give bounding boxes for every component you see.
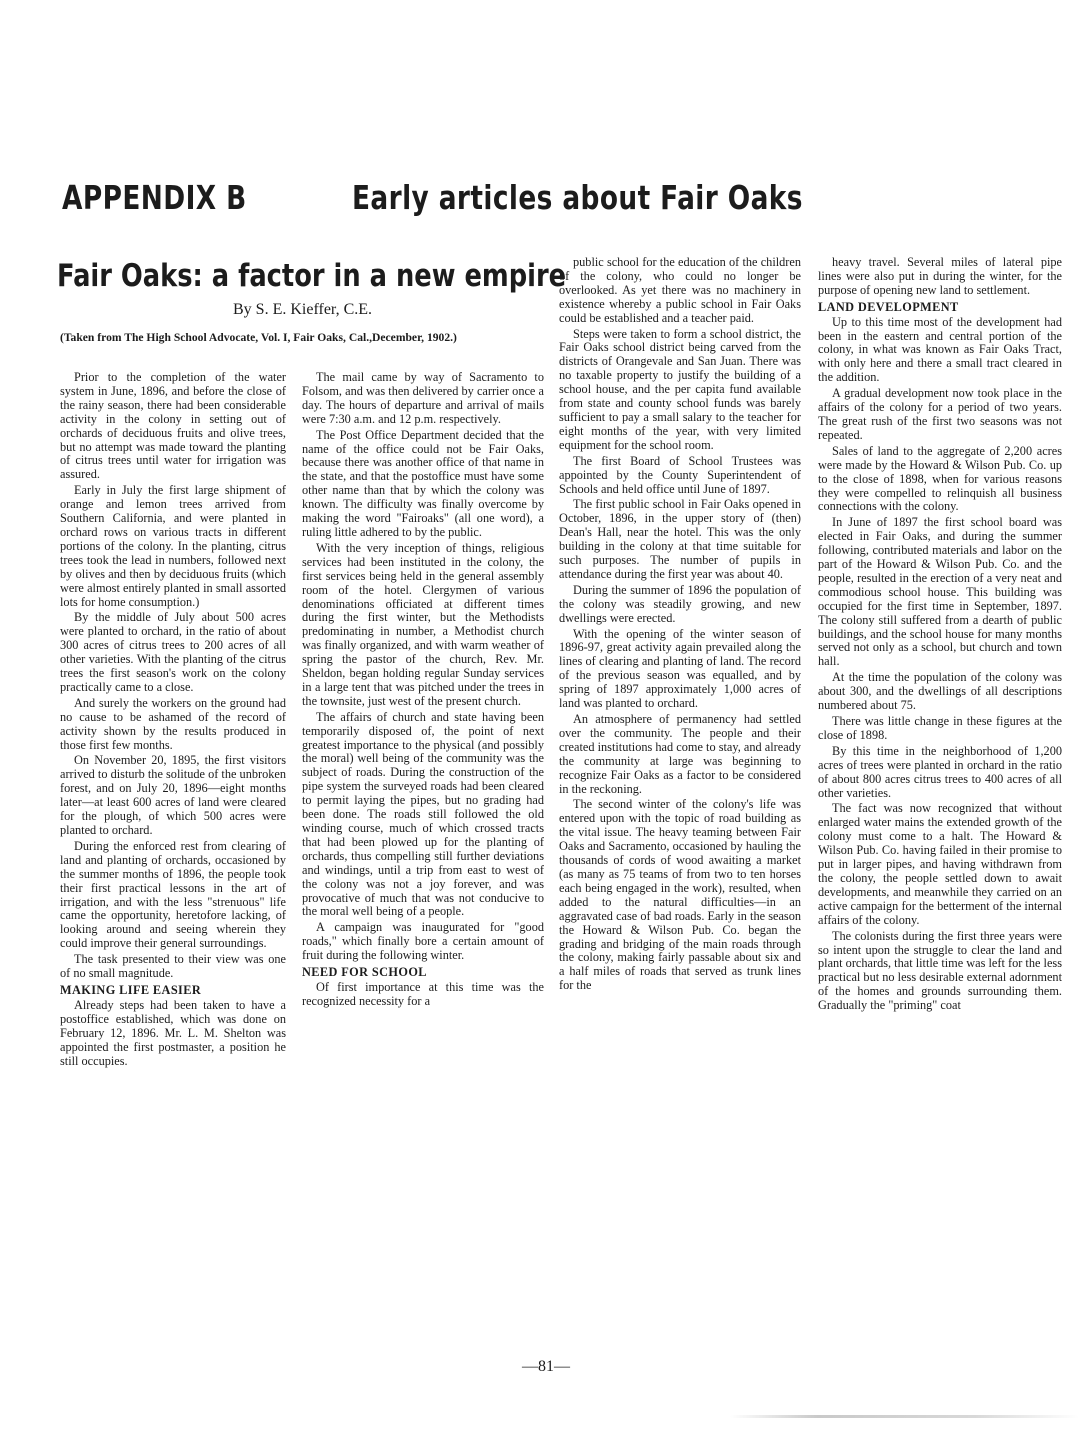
paragraph: With the very inception of things, religious services had been instituted in the colony, the first services being held in the general assembly room of the hotel. Clergymen of various denominations officiated at different times during the first winter, but the Methodists predominating in number, a Methodist church was finally organized, and with warm weather of spring the pastor of the church, Rev. Mr. Sheldon, began holding regular Sunday services in a large tent that was pitched under the trees in the townsite, just west of the present church. — [302, 540, 544, 708]
paragraph: Early in July the first large shipment of orange and lemon trees arrived from Southern California, and were planted in orchard rows on various tracts in different portions of the colony. In the planting, citrus trees took the lead in numbers, followed next by olives and then by deciduous fruits (which were almost entirely planted in small assorted lots for home consumption.) — [60, 483, 286, 609]
paragraph: The Post Office Department decided that the name of the office could not be Fair Oaks, because there was another office of that name in the state, and that the postoffice must have some other name than that by which the colony was known. The difficulty was finally overcome by making the word "Fairoaks" (all one word), a ruling little adhered to by the public. — [302, 427, 544, 539]
paragraph: There was little change in these figures at the close of 1898. — [818, 714, 1062, 742]
paragraph: During the summer of 1896 the population of the colony was steadily growing, and new dwellings were erected. — [559, 582, 801, 625]
article-title: Fair Oaks: a factor in a new empire — [57, 258, 567, 294]
paragraph: The first public school in Fair Oaks opened in October, 1896, in the upper story of (then) Dean's Hall, near the hotel. This was the only building in the colony at that time suitable for such purposes. The number of pupils in attendance during the first year was about 40. — [559, 497, 801, 581]
text-column-1 — [60, 371, 286, 1068]
paragraph: An atmosphere of permanency had settled over the community. The people and their created institutions had come to stay, and already the community at large was beginning to recognize Fair Oaks as a factor to be considered in the reckoning. — [559, 712, 801, 796]
text-column-2 — [302, 371, 544, 1009]
paragraph: At the time the population of the colony was about 300, and the dwellings of all descriptions numbered about 75. — [818, 670, 1062, 713]
paragraph: A campaign was inaugurated for "good roads," which finally bore a certain amount of fruit during the following winter. — [302, 920, 544, 963]
paragraph: The affairs of church and state having been temporarily disposed of, the point of next greatest importance to the physical (and possibly the moral) well being of the community was the subject of roads. During the construction of the pipe system the surveyed roads had been cleared to permit laying the pipes, but no grading had been done. The roads still followed the old winding course, much of which crossed tracts that had been plowed up for the planting of orchards, thus compelling still further deviations and windings, until a trip from east to west of the colony was not a joy forever, and was provocative of much that was not conducive to the moral well being of a people. — [302, 709, 544, 919]
paragraph: On November 20, 1895, the first visitors arrived to disturb the solitude of the unbroken forest, and on July 20, 1896—eight months later—at least 600 acres of land were cleared for the plough, of which 500 acres were planted to orchard. — [60, 753, 286, 837]
paragraph: By the middle of July about 500 acres were planted to orchard, in the ratio of about 300 acres of citrus trees to 200 acres of all other varieties. With the planting of the citrus trees the first season's work on the colony practically came to a close. — [60, 610, 286, 694]
paragraph: A gradual development now took place in the affairs of the colony for a period of two years. The great rush of the first two seasons was not repeated. — [818, 386, 1062, 442]
paragraph: With the opening of the winter season of 1896-97, great activity again prevailed along the lines of clearing and planting of land. The record of the previous season was equalled, and by spring of 1897 approximately 1,000 acres of land was planted to orchard. — [559, 626, 801, 711]
paragraph: The fact was now recognized that without enlarged water mains the extended growth of the colony must come to a halt. The Howard & Wilson Pub. Co. having failed in their promise to put in larger pipes, and having withdrawn from the colony, the people settled down to await developments, and meanwhile they carried on an active campaign for the betterment of the internal affairs of the colony. — [818, 801, 1062, 927]
paragraph: In June of 1897 the first school board was elected in Fair Oaks, and during the summer following, contributed materials and labor on the part of the Howard & Wilson Pub. Co. and the people, resulted in the erection of a very neat and commodious school house. This building was occupied for the first time in September, 1897. The colony still suffered from a dearth of public buildings, and the school house for many months served not only as a school, but church and town hall. — [818, 515, 1062, 669]
paragraph: The mail came by way of Sacramento to Folsom, and was then delivered by carrier once a day. The hours of departure and arrival of mails were 7:30 a.m. and 12 p.m. respectively. — [302, 370, 544, 426]
paragraph: The second winter of the colony's life was entered upon with the topic of road building as the vital issue. The heavy teaming between Fair Oaks and Sacramento, occasioned by hauling the thousands of cords of wood awaiting a market (as many as 75 teams of from two to ten horses each being engaged in the work), resulted, when added to the natural difficulties—in an aggravated case of bad roads. Early in the season the Howard & Wilson Pub. Co. began the grading and bridging of the main roads through the colony, making fairly passable about six and a half miles of roads that served as trunk lines for the — [559, 797, 801, 993]
paragraph: And surely the workers on the ground had no cause to be ashamed of the record of activity shown by the results produced in those first few months. — [60, 695, 286, 752]
paragraph: The first Board of School Trustees was appointed by the County Superintendent of Schools and held office until June of 1897. — [559, 453, 801, 496]
paragraph: By this time in the neighborhood of 1,200 acres of trees were planted in orchard in the ratio of about 800 acres citrus trees to 400 acres of all other varieties. — [818, 743, 1062, 800]
paragraph: During the enforced rest from clearing of land and planting of orchards, occasioned by the summer months of 1896, the people took their first practical lessons in the art of irrigation, and with the less "strenuous" life came the opportunity, heretofore lacking, of looking around and seeing wherein they could improve their general surroundings. — [60, 838, 286, 951]
text-column-3 — [559, 256, 801, 993]
article-source-note: (Taken from The High School Advocate, Vol. I, Fair Oaks, Cal.,December, 1902.) — [60, 331, 457, 344]
article-byline: By S. E. Kieffer, C.E. — [233, 301, 373, 318]
text-column-4 — [818, 256, 1062, 1013]
section-title: Early articles about Fair Oaks — [352, 178, 803, 217]
paragraph: heavy travel. Several miles of lateral pipe lines were also put in during the winter, for the purpose of opening new land to settlement. — [818, 255, 1062, 297]
page-number: —81— — [522, 1358, 570, 1375]
paragraph: Prior to the completion of the water system in June, 1896, and before the close of the rainy season, there had been considerable activity in the colony in setting out of orchards of deciduous fruits and olive trees, but no attempt was made toward the planting of citrus trees until water for irrigation was assured. — [60, 370, 286, 482]
paragraph: Of first importance at this time was the recognized necessity for a — [302, 979, 544, 1008]
paragraph: Up to this time most of the development had been in the eastern and central portion of the colony, in what was known as Fair Oaks Tract, with only here and there a small tract cleared in the addition. — [818, 314, 1062, 385]
paragraph: The colonists during the first three years were so intent upon the struggle to clear the land and plant orchards, that little time was left for the less practical but no less desirable external adornment of the homes and grounds surrounding them. Gradually the "priming" coat — [818, 928, 1062, 1013]
appendix-label: APPENDIX B — [62, 178, 247, 217]
paragraph: public school for the education of the children of the colony, who could no longer be overlooked. As yet there was no machinery in existence whereby a public school in Fair Oaks could be established and a teacher paid. — [559, 255, 801, 325]
scan-edge-shadow — [730, 1415, 1079, 1418]
paragraph: Already steps had been taken to have a postoffice established, which was done on February 12, 1896. Mr. L. M. Shelton was appointed the first postmaster, a position he still occupies. — [60, 997, 286, 1068]
paragraph: The task presented to their view was one of no small magnitude. — [60, 952, 286, 981]
subheading-land-development: LAND DEVELOPMENT — [818, 299, 959, 314]
subheading-making-life-easier: MAKING LIFE EASIER — [60, 982, 202, 997]
paragraph: Sales of land to the aggregate of 2,200 acres were made by the Howard & Wilson Pub. Co. up to the close of 1898, when for various reasons they were compelled to relinquish all business connections with the colony. — [818, 443, 1062, 514]
paragraph: Steps were taken to form a school district, the Fair Oaks school district being carved from the districts of Orangevale and San Juan. There was no taxable property to justify the building of a school house, and the per capita fund available from state and county school funds was barely sufficient to pay a small salary to the teacher for eight months of the year, with very limited equipment for the school room. — [559, 326, 801, 452]
subheading-need-for-school: NEED FOR SCHOOL — [302, 965, 427, 980]
